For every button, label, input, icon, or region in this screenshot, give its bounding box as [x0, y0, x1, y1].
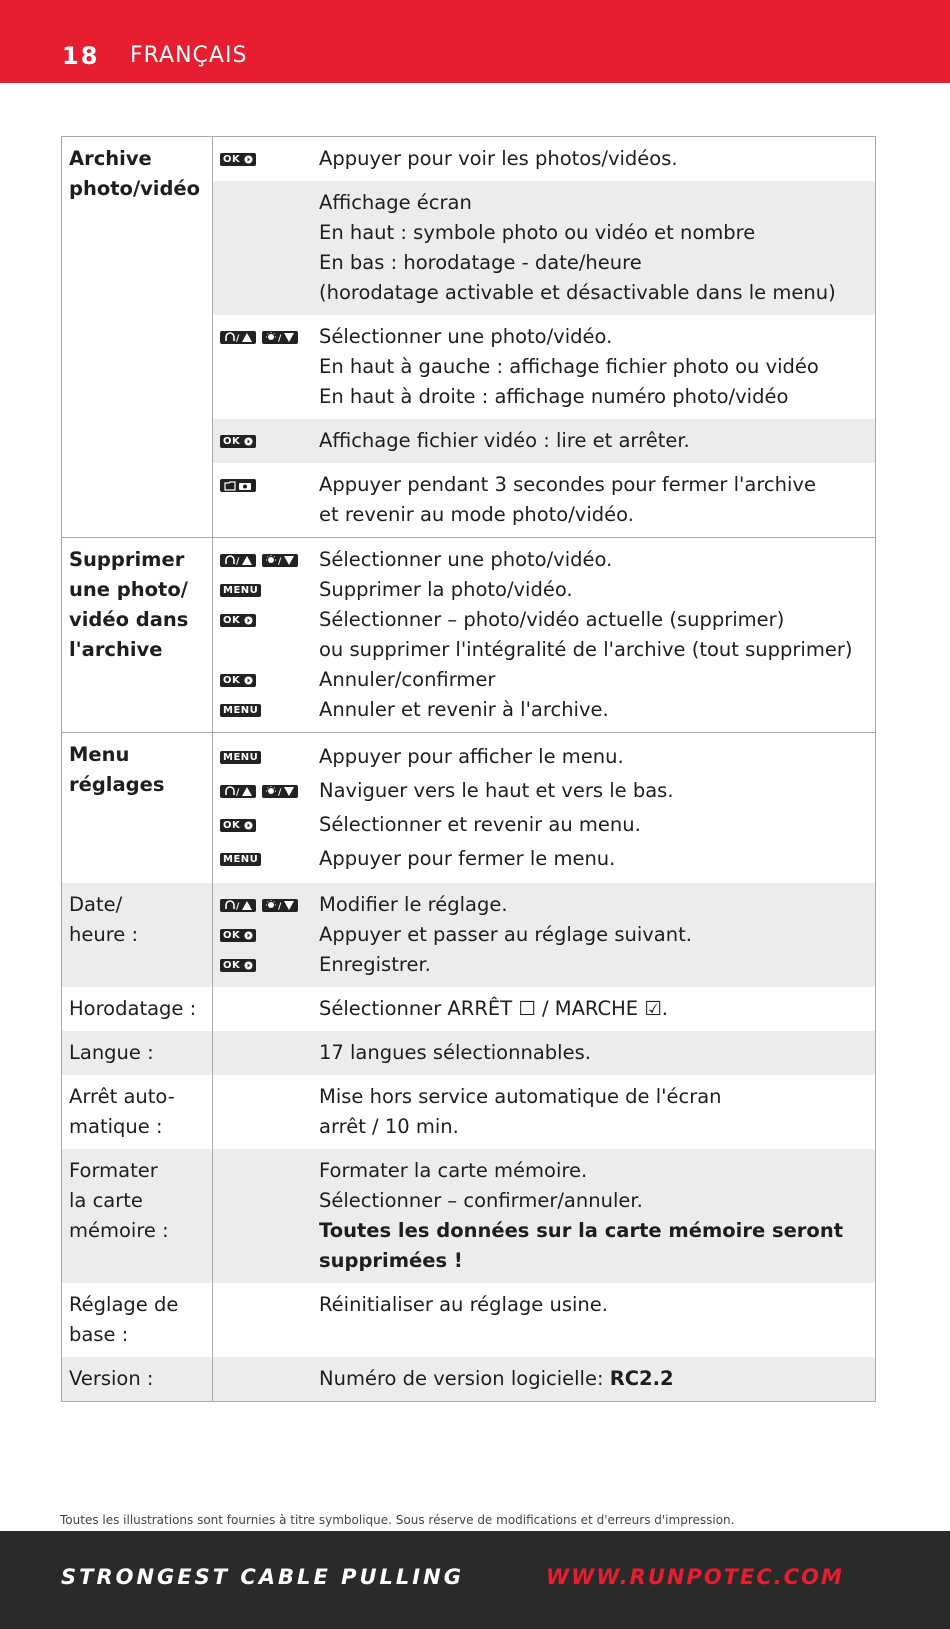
page-number: 18	[62, 42, 100, 70]
table-row	[62, 1149, 876, 1283]
ok-button-icon: OK	[220, 674, 256, 687]
version-value: RC2.2	[609, 1367, 674, 1390]
icon-cell	[213, 419, 313, 463]
icon-cell	[213, 137, 313, 182]
table-row	[62, 1283, 876, 1357]
svg-text:/: /	[278, 333, 282, 343]
format-warning: Toutes les données sur la carte mémoire seront supprimées !	[319, 1219, 844, 1272]
svg-text:/: /	[278, 901, 282, 911]
icon-cell	[213, 733, 313, 884]
table-cell: Appuyer pendant 3 secondes pour fermer l'archive et revenir au mode photo/vidéo.	[319, 473, 816, 526]
table-cell: Réinitialiser au réglage usine.	[319, 1293, 608, 1316]
language-title: FRANÇAIS	[130, 43, 248, 68]
ok-button-icon: OK	[220, 435, 256, 448]
table-cell: Sélectionner une photo/vidéo. En haut à gauche : affichage fichier photo ou vidéo En haut à droite : affichage numéro photo/vidéo	[319, 325, 819, 408]
setting-label-reset: Réglage de base :	[62, 1283, 213, 1357]
page-header	[0, 0, 950, 83]
table-cell: Appuyer pour voir les photos/vidéos.	[319, 147, 678, 170]
icon-cell	[213, 315, 313, 419]
setting-label-datetime: Date/ heure :	[62, 883, 213, 987]
table-row	[62, 987, 876, 1031]
setting-label-language: Langue :	[62, 1031, 213, 1075]
section-label-menu: Menu réglages	[62, 733, 213, 884]
table-cell: Appuyer pour afficher le menu. Naviguer vers le haut et vers le bas. Sélectionner et revenir au menu. Appuyer pour fermer le menu.	[312, 733, 876, 884]
table-cell: Numéro de version logicielle: RC2.2	[312, 1357, 876, 1402]
table-row	[62, 883, 876, 987]
footer-slogan: STRONGEST CABLE PULLING	[61, 1565, 464, 1589]
svg-text:/: /	[236, 556, 240, 566]
menu-button-icon: MENU	[220, 584, 261, 597]
svg-text:/: /	[236, 787, 240, 797]
icon-cell	[213, 883, 313, 987]
rotate-up-icon	[220, 899, 256, 912]
footer-url: WWW.RUNPOTEC.COM	[546, 1565, 844, 1589]
table-row	[62, 1031, 876, 1075]
setting-label-version: Version :	[62, 1357, 213, 1402]
icon-cell	[213, 463, 313, 538]
table-row	[62, 733, 876, 884]
rotate-up-icon	[220, 785, 256, 798]
rotate-up-icon	[220, 554, 256, 567]
svg-text:/: /	[236, 333, 240, 343]
table-cell: Affichage écran En haut : symbole photo ou vidéo et nombre En bas : horodatage - date/heure (horodatage activable et désactivable dans le menu)	[312, 181, 876, 315]
table-cell: Formater la carte mémoire. Sélectionner – confirmer/annuler. Toutes les données sur la carte mémoire seront supprimées !	[312, 1149, 876, 1283]
menu-button-icon: MENU	[220, 853, 261, 866]
rotate-up-icon	[220, 331, 256, 344]
page-footer	[0, 1531, 950, 1629]
svg-text:/: /	[278, 556, 282, 566]
archive-camera-icon	[220, 479, 256, 492]
table-row	[62, 137, 876, 182]
table-cell: Affichage fichier vidéo : lire et arrêter.	[312, 419, 876, 463]
table-cell: Mise hors service automatique de l'écran arrêt / 10 min.	[319, 1085, 722, 1138]
setting-label-timestamp: Horodatage :	[62, 987, 213, 1031]
section-label-archive: Archive photo/vidéo	[62, 137, 213, 538]
table-cell: Modifier le réglage. Appuyer et passer au réglage suivant. Enregistrer.	[312, 883, 876, 987]
table-row	[62, 1075, 876, 1149]
light-down-icon	[262, 785, 298, 798]
table-row	[62, 538, 876, 733]
ok-button-icon: OK	[220, 153, 256, 166]
ok-button-icon: OK	[220, 614, 256, 627]
footnote: Toutes les illustrations sont fournies à titre symbolique. Sous réserve de modifications et d'erreurs d'impression.	[60, 1513, 735, 1527]
table-row	[62, 1357, 876, 1402]
setting-label-format: Formater la carte mémoire :	[62, 1149, 213, 1283]
settings-table	[61, 136, 876, 1402]
light-down-icon	[262, 899, 298, 912]
icon-cell	[213, 538, 313, 733]
ok-button-icon: OK	[220, 959, 256, 972]
setting-label-autooff: Arrêt auto- matique :	[62, 1075, 213, 1149]
light-down-icon	[262, 331, 298, 344]
table-cell: 17 langues sélectionnables.	[312, 1031, 876, 1075]
menu-button-icon: MENU	[220, 704, 261, 717]
svg-text:/: /	[278, 787, 282, 797]
table-cell: Sélectionner une photo/vidéo. Supprimer la photo/vidéo. Sélectionner – photo/vidéo actuelle (supprimer) ou supprimer l'intégralité de l'archive (tout supprimer) Annuler/confirmer Annuler et revenir à l'archive.	[312, 538, 876, 733]
light-down-icon	[262, 554, 298, 567]
svg-text:/: /	[236, 901, 240, 911]
ok-button-icon: OK	[220, 929, 256, 942]
table-cell: Sélectionner ARRÊT ☐ / MARCHE ☑.	[319, 997, 668, 1020]
menu-button-icon: MENU	[220, 751, 261, 764]
section-label-delete: Supprimer une photo/ vidéo dans l'archive	[62, 538, 213, 733]
ok-button-icon: OK	[220, 819, 256, 832]
